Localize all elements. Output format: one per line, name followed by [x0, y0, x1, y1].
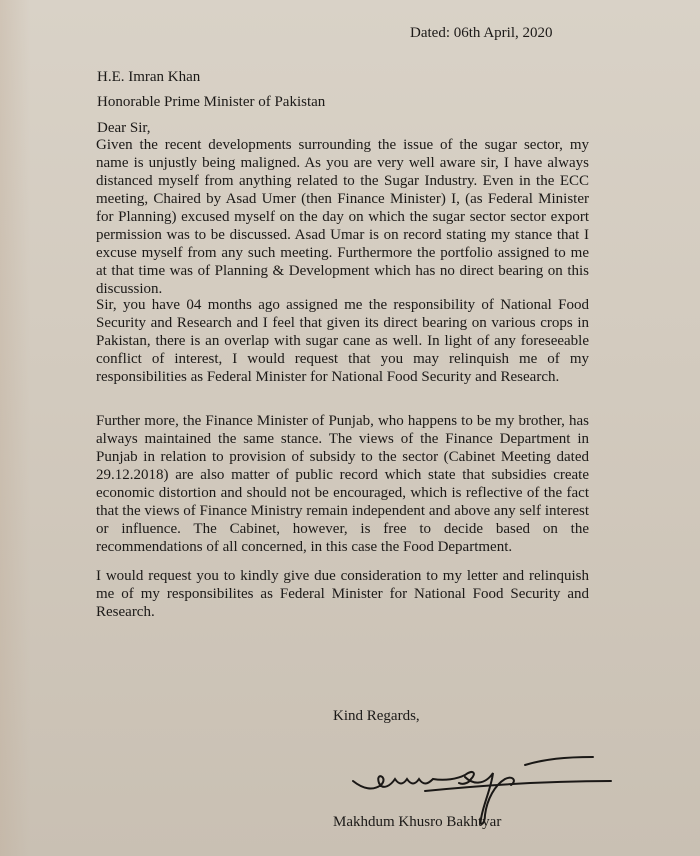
recipient-title: Honorable Prime Minister of Pakistan: [97, 94, 326, 110]
paragraph-4: I would request you to kindly give due consideration to my letter and relinquish me of my responsibilites as Federal Minister for National Food Security and Research.: [96, 568, 589, 620]
paragraph-1: Given the recent developments surrounding the issue of the sugar sector, my name is unjustly being maligned. As you are very well aware sir, I have always distanced myself from anything related to the Sugar Industry. Even in the ECC meeting, Chaired by Asad Umer (then Finance Minister) I, (as Federal Minister for Planning) excused myself on the day on which the sugar sector sector export permission was to be discussed. Asad Umar is on record stating my stance that I excuse myself from any such meeting. Furthermore the portfolio assigned to me at that time was of Planning & Development which has no direct bearing on this discussion.: [96, 137, 589, 297]
letter-date: Dated: 06th April, 2020: [410, 25, 553, 41]
paragraph-3: Further more, the Finance Minister of Punjab, who happens to be my brother, has always maintained the same stance. The views of the Finance Department in Punjab in relation to provision of subsidy to the sector (Cabinet Meeting dated 29.12.2018) are also matter of public record which state that subsidies create economic distortion and should not be encouraged, which is reflective of the fact that the views of Finance Ministry remain independent and above any self interest or influence. The Cabinet, however, is free to decide based on the recommendations of all concerned, in this case the Food Department.: [96, 413, 589, 555]
signature-stroke-underline: [425, 781, 611, 791]
signature-stroke-top: [525, 757, 593, 765]
signature-stroke-main: [353, 772, 474, 788]
salutation: Dear Sir,: [97, 120, 151, 136]
recipient-name: H.E. Imran Khan: [97, 69, 201, 85]
closing: Kind Regards,: [333, 708, 420, 724]
paper-shadow: [0, 0, 30, 856]
paragraph-2: Sir, you have 04 months ago assigned me the responsibility of National Food Security and Research and I feel that given its direct bearing on various crops in Pakistan, there is an overlap with sugar cane as well. In light of any foreseeable conflict of interest, I would request that you may relinquish me of my responsibilities as Federal Minister for National Food Security and Research.: [96, 297, 589, 385]
signer-name: Makhdum Khusro Bakhtyar: [333, 814, 502, 830]
